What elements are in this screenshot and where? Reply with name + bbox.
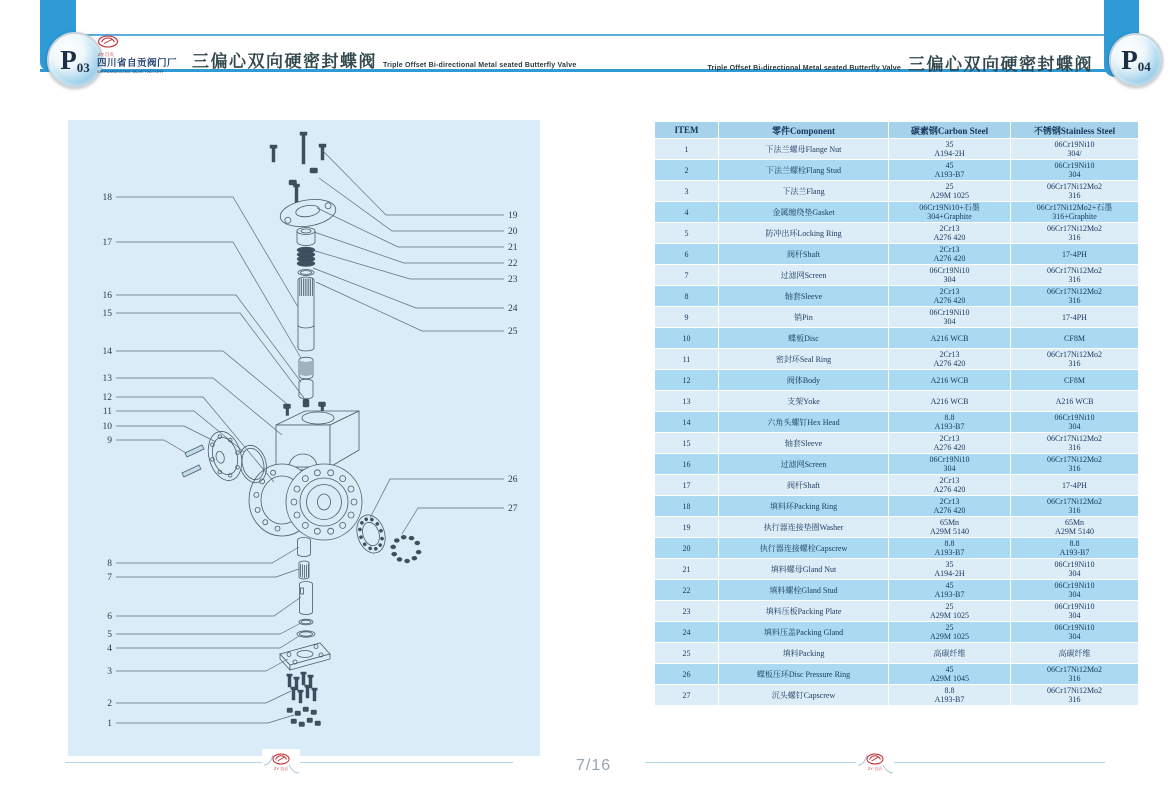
item-cell: 2 bbox=[655, 160, 718, 180]
footer-logo-left bbox=[262, 749, 300, 777]
component-cell: 执行器连接垫圈Washer bbox=[719, 517, 888, 537]
callout-line bbox=[116, 295, 301, 382]
callout-line bbox=[116, 547, 299, 563]
callout-line bbox=[319, 178, 504, 231]
component-cell: 沉头螺钉Capscrew bbox=[719, 685, 888, 705]
component-cell: 填料环Packing Ring bbox=[719, 496, 888, 516]
callout-line bbox=[116, 691, 291, 703]
callout-number: 25 bbox=[508, 327, 518, 337]
carbon-steel-cell: 25 A29M 1025 bbox=[889, 622, 1010, 642]
table-row bbox=[655, 517, 1138, 537]
stainless-steel-cell: 06Cr19Ni10 304 bbox=[1011, 622, 1138, 642]
carbon-steel-cell: 45 A29M 1045 bbox=[889, 664, 1010, 684]
component-cell: 销Pin bbox=[719, 307, 888, 327]
col-header-carbon-steel: 碳素钢Carbon Steel bbox=[889, 122, 1010, 138]
item-cell: 6 bbox=[655, 244, 718, 264]
table-row bbox=[655, 601, 1138, 621]
callout-number: 10 bbox=[102, 422, 112, 432]
item-cell: 20 bbox=[655, 538, 718, 558]
callout-line bbox=[116, 597, 301, 616]
callout-number: 3 bbox=[107, 667, 112, 677]
callout-number: 7 bbox=[107, 573, 112, 583]
page-title-left bbox=[192, 47, 576, 72]
stainless-steel-cell: CF8M bbox=[1011, 328, 1138, 348]
carbon-steel-cell: 25 A29M 1025 bbox=[889, 601, 1010, 621]
callout-number: 2 bbox=[107, 699, 112, 709]
component-cell: 填料压盖Packing Gland bbox=[719, 622, 888, 642]
callout-number: 26 bbox=[508, 475, 518, 485]
carbon-steel-cell: 25 A29M 1025 bbox=[889, 181, 1010, 201]
callout-number: 16 bbox=[102, 291, 112, 301]
col-header-item: ITEM bbox=[655, 122, 718, 138]
table-row bbox=[655, 307, 1138, 327]
table-row bbox=[655, 412, 1138, 432]
item-cell: 23 bbox=[655, 601, 718, 621]
component-cell: 填料Packing bbox=[719, 643, 888, 663]
table-row bbox=[655, 202, 1138, 222]
item-cell: 3 bbox=[655, 181, 718, 201]
callout-number: 9 bbox=[107, 436, 112, 446]
component-cell: 过滤网Screen bbox=[719, 265, 888, 285]
callout-line bbox=[312, 250, 504, 279]
callout-line bbox=[116, 440, 186, 453]
item-cell: 17 bbox=[655, 475, 718, 495]
stainless-steel-cell: 06Cr19Ni10 304 bbox=[1011, 559, 1138, 579]
parts-table bbox=[654, 121, 1139, 706]
table-row bbox=[655, 559, 1138, 579]
carbon-steel-cell: 2Cr13 A276 420 bbox=[889, 433, 1010, 453]
item-cell: 13 bbox=[655, 391, 718, 411]
carbon-steel-cell: 8.8 A193-B7 bbox=[889, 538, 1010, 558]
callout-line bbox=[314, 232, 504, 263]
stainless-steel-cell: 06Cr17Ni12Mo2 316 bbox=[1011, 496, 1138, 516]
badge-letter: P bbox=[1121, 44, 1138, 75]
component-cell: 轴套Sleeve bbox=[719, 433, 888, 453]
table-row bbox=[655, 622, 1138, 642]
component-cell: 轴套Sleeve bbox=[719, 286, 888, 306]
table-row bbox=[655, 139, 1138, 159]
exploded-valve-drawing bbox=[182, 132, 421, 727]
header-top-rule bbox=[76, 34, 1104, 36]
stainless-steel-cell: 06Cr19Ni10 304 bbox=[1011, 601, 1138, 621]
table-row bbox=[655, 433, 1138, 453]
stainless-steel-cell: 06Cr17Ni12Mo2+石墨 316+Graphite bbox=[1011, 202, 1138, 222]
company-name-en: SICHUANZIGONG VALVE FACTORY bbox=[97, 69, 164, 74]
component-cell: 下法兰螺栓Flang Stud bbox=[719, 160, 888, 180]
item-cell: 10 bbox=[655, 328, 718, 348]
table-row bbox=[655, 643, 1138, 663]
company-logo-block bbox=[97, 35, 189, 74]
stainless-steel-cell: 06Cr19Ni10 304 bbox=[1011, 580, 1138, 600]
title-chinese: 三偏心双向硬密封蝶阀 bbox=[192, 52, 377, 71]
carbon-steel-cell: A216 WCB bbox=[889, 328, 1010, 348]
footer-logo-right bbox=[856, 749, 894, 777]
company-logo-icon bbox=[97, 35, 119, 48]
stainless-steel-cell: 17-4PH bbox=[1011, 475, 1138, 495]
col-header-component: 零件Component bbox=[719, 122, 888, 138]
item-cell: 16 bbox=[655, 454, 718, 474]
table-row bbox=[655, 328, 1138, 348]
item-cell: 27 bbox=[655, 685, 718, 705]
item-cell: 15 bbox=[655, 433, 718, 453]
table-header-row bbox=[655, 122, 1138, 138]
carbon-steel-cell: 2Cr13 A276 420 bbox=[889, 286, 1010, 306]
component-cell: 填料螺栓Gland Stud bbox=[719, 580, 888, 600]
callout-number: 19 bbox=[508, 211, 518, 221]
callout-line bbox=[313, 268, 504, 308]
page-number-indicator: 7/16 bbox=[576, 757, 612, 774]
callout-line bbox=[116, 623, 301, 634]
carbon-steel-cell: 35 A194-2H bbox=[889, 559, 1010, 579]
carbon-steel-cell: 06Cr19Ni10+石墨 304+Graphite bbox=[889, 202, 1010, 222]
table-row bbox=[655, 664, 1138, 684]
callout-line bbox=[116, 197, 298, 307]
callout-line bbox=[316, 282, 504, 331]
parts-table-wrap bbox=[654, 121, 1139, 706]
title-chinese: 三偏心双向硬密封蝶阀 bbox=[908, 55, 1093, 74]
title-english: Triple Offset Bi-directional Metal seated Butterfly Valve bbox=[707, 65, 901, 72]
component-cell: 填料压板Packing Plate bbox=[719, 601, 888, 621]
callout-number: 5 bbox=[107, 630, 112, 640]
stainless-steel-cell: 06Cr17Ni12Mo2 316 bbox=[1011, 433, 1138, 453]
callout-line bbox=[116, 659, 288, 671]
table-row bbox=[655, 265, 1138, 285]
callout-number: 23 bbox=[508, 275, 518, 285]
item-cell: 24 bbox=[655, 622, 718, 642]
stainless-steel-cell: 17-4PH bbox=[1011, 307, 1138, 327]
item-cell: 9 bbox=[655, 307, 718, 327]
col-header-stainless-steel: 不锈钢Stainless Steel bbox=[1011, 122, 1138, 138]
component-cell: 阀杆Shaft bbox=[719, 475, 888, 495]
stainless-steel-cell: 06Cr17Ni12Mo2 316 bbox=[1011, 664, 1138, 684]
carbon-steel-cell: 2Cr13 A276 420 bbox=[889, 244, 1010, 264]
company-name-cn: 四川省自贡阀门厂 bbox=[97, 57, 178, 69]
table-row bbox=[655, 391, 1138, 411]
callout-line bbox=[116, 569, 299, 577]
table-row bbox=[655, 454, 1138, 474]
item-cell: 8 bbox=[655, 286, 718, 306]
table-row bbox=[655, 538, 1138, 558]
carbon-steel-cell: 06Cr19Ni10 304 bbox=[889, 454, 1010, 474]
callout-number: 4 bbox=[107, 644, 112, 654]
carbon-steel-cell: 2Cr13 A276 420 bbox=[889, 496, 1010, 516]
callout-number: 17 bbox=[102, 238, 112, 248]
callout-number: 24 bbox=[508, 304, 518, 314]
page-badge-p03 bbox=[47, 32, 103, 88]
table-row bbox=[655, 580, 1138, 600]
item-cell: 25 bbox=[655, 643, 718, 663]
stainless-steel-cell: 65Mn A29M 5140 bbox=[1011, 517, 1138, 537]
exploded-view-svg bbox=[68, 120, 540, 756]
callout-line bbox=[116, 715, 294, 723]
carbon-steel-cell: 8.8 A193-B7 bbox=[889, 685, 1010, 705]
item-cell: 14 bbox=[655, 412, 718, 432]
page-badge-p04 bbox=[1109, 33, 1163, 87]
callout-line bbox=[116, 636, 299, 648]
item-cell: 7 bbox=[655, 265, 718, 285]
table-row bbox=[655, 349, 1138, 369]
stainless-steel-cell: 06Cr17Ni12Mo2 316 bbox=[1011, 223, 1138, 243]
item-cell: 18 bbox=[655, 496, 718, 516]
carbon-steel-cell: 8.8 A193-B7 bbox=[889, 412, 1010, 432]
callout-line bbox=[116, 426, 216, 442]
callout-line bbox=[322, 150, 504, 215]
item-cell: 21 bbox=[655, 559, 718, 579]
stainless-steel-cell: 06Cr17Ni12Mo2 316 bbox=[1011, 685, 1138, 705]
component-cell: 蝶板压环Disc Pressure Ring bbox=[719, 664, 888, 684]
component-cell: 六角头螺钉Hex Head bbox=[719, 412, 888, 432]
badge-letter: P bbox=[60, 44, 77, 75]
callout-number: 27 bbox=[508, 504, 518, 514]
table-row bbox=[655, 181, 1138, 201]
item-cell: 19 bbox=[655, 517, 718, 537]
carbon-steel-cell: 65Mn A29M 5140 bbox=[889, 517, 1010, 537]
callout-line bbox=[116, 351, 287, 404]
stainless-steel-cell: 17-4PH bbox=[1011, 244, 1138, 264]
component-cell: 填料螺母Gland Nut bbox=[719, 559, 888, 579]
footer-logo-icon bbox=[856, 749, 894, 777]
callout-number: 11 bbox=[102, 407, 112, 417]
carbon-steel-cell: A216 WCB bbox=[889, 370, 1010, 390]
item-cell: 22 bbox=[655, 580, 718, 600]
exploded-view-panel bbox=[68, 120, 540, 756]
component-cell: 蝶板Disc bbox=[719, 328, 888, 348]
callout-number: 22 bbox=[508, 259, 518, 269]
stainless-steel-cell: 06Cr19Ni10 304 bbox=[1011, 412, 1138, 432]
callout-line bbox=[116, 313, 304, 398]
parts-table-body bbox=[655, 139, 1138, 705]
component-cell: 下法兰螺母Flange Nut bbox=[719, 139, 888, 159]
callout-line bbox=[116, 242, 301, 358]
callout-number: 18 bbox=[102, 193, 112, 203]
component-cell: 防冲出环Locking Ring bbox=[719, 223, 888, 243]
item-cell: 4 bbox=[655, 202, 718, 222]
stainless-steel-cell: 06Cr17Ni12Mo2 316 bbox=[1011, 349, 1138, 369]
stainless-steel-cell: CF8M bbox=[1011, 370, 1138, 390]
item-cell: 5 bbox=[655, 223, 718, 243]
callout-number: 21 bbox=[508, 243, 518, 253]
callout-line bbox=[116, 378, 282, 435]
item-cell: 11 bbox=[655, 349, 718, 369]
table-row bbox=[655, 475, 1138, 495]
carbon-steel-cell: 45 A193-B7 bbox=[889, 160, 1010, 180]
stainless-steel-cell: 06Cr17Ni12Mo2 316 bbox=[1011, 265, 1138, 285]
callout-number: 14 bbox=[102, 347, 112, 357]
title-english: Triple Offset Bi-directional Metal seated Butterfly Valve bbox=[383, 62, 577, 69]
carbon-steel-cell: 06Cr19Ni10 304 bbox=[889, 307, 1010, 327]
table-row bbox=[655, 286, 1138, 306]
stainless-steel-cell: 06Cr17Ni12Mo2 316 bbox=[1011, 454, 1138, 474]
footer-logo-caption: ZY 自贡 bbox=[867, 766, 883, 771]
component-cell: 金属缠绕垫Gasket bbox=[719, 202, 888, 222]
stainless-steel-cell: 06Cr19Ni10 304/ bbox=[1011, 139, 1138, 159]
carbon-steel-cell: 2Cr13 A276 420 bbox=[889, 349, 1010, 369]
page-title-right bbox=[708, 50, 1093, 75]
callout-line bbox=[370, 479, 504, 518]
component-cell: 阀体Body bbox=[719, 370, 888, 390]
callout-number: 12 bbox=[102, 393, 112, 403]
stainless-steel-cell: 06Cr17Ni12Mo2 316 bbox=[1011, 286, 1138, 306]
carbon-steel-cell: 45 A193-B7 bbox=[889, 580, 1010, 600]
item-cell: 1 bbox=[655, 139, 718, 159]
stainless-steel-cell: 高碳纤维 bbox=[1011, 643, 1138, 663]
callout-line bbox=[402, 508, 504, 534]
stainless-steel-cell: 06Cr19Ni10 304 bbox=[1011, 160, 1138, 180]
component-cell: 阀杆Shaft bbox=[719, 244, 888, 264]
table-row bbox=[655, 370, 1138, 390]
callout-number: 1 bbox=[107, 719, 112, 729]
table-row bbox=[655, 496, 1138, 516]
carbon-steel-cell: A216 WCB bbox=[889, 391, 1010, 411]
stainless-steel-cell: 8.8 A193-B7 bbox=[1011, 538, 1138, 558]
logo-tagline: ZY 自贡 bbox=[98, 52, 114, 57]
item-cell: 26 bbox=[655, 664, 718, 684]
callout-number: 13 bbox=[102, 374, 112, 384]
carbon-steel-cell: 2Cr13 A276 420 bbox=[889, 475, 1010, 495]
component-cell: 密封环Seal Ring bbox=[719, 349, 888, 369]
callout-line bbox=[317, 208, 504, 247]
footer-logo-caption: ZY 自贡 bbox=[273, 766, 289, 771]
badge-number: 04 bbox=[1137, 59, 1151, 74]
table-row bbox=[655, 223, 1138, 243]
carbon-steel-cell: 2Cr13 A276 420 bbox=[889, 223, 1010, 243]
component-cell: 过滤网Screen bbox=[719, 454, 888, 474]
table-row bbox=[655, 160, 1138, 180]
callout-number: 20 bbox=[508, 227, 518, 237]
carbon-steel-cell: 35 A194-2H bbox=[889, 139, 1010, 159]
component-cell: 支架Yoke bbox=[719, 391, 888, 411]
badge-number: 03 bbox=[76, 60, 90, 75]
component-cell: 执行器连接螺栓Capscrew bbox=[719, 538, 888, 558]
callout-number: 15 bbox=[102, 309, 112, 319]
table-row bbox=[655, 244, 1138, 264]
callout-number: 6 bbox=[107, 612, 112, 622]
footer-logo-icon bbox=[262, 749, 300, 777]
carbon-steel-cell: 高碳纤维 bbox=[889, 643, 1010, 663]
table-row bbox=[655, 685, 1138, 705]
stainless-steel-cell: 06Cr17Ni12Mo2 316 bbox=[1011, 181, 1138, 201]
carbon-steel-cell: 06Cr19Ni10 304 bbox=[889, 265, 1010, 285]
callout-number: 8 bbox=[107, 559, 112, 569]
stainless-steel-cell: A216 WCB bbox=[1011, 391, 1138, 411]
component-cell: 下法兰Flang bbox=[719, 181, 888, 201]
item-cell: 12 bbox=[655, 370, 718, 390]
